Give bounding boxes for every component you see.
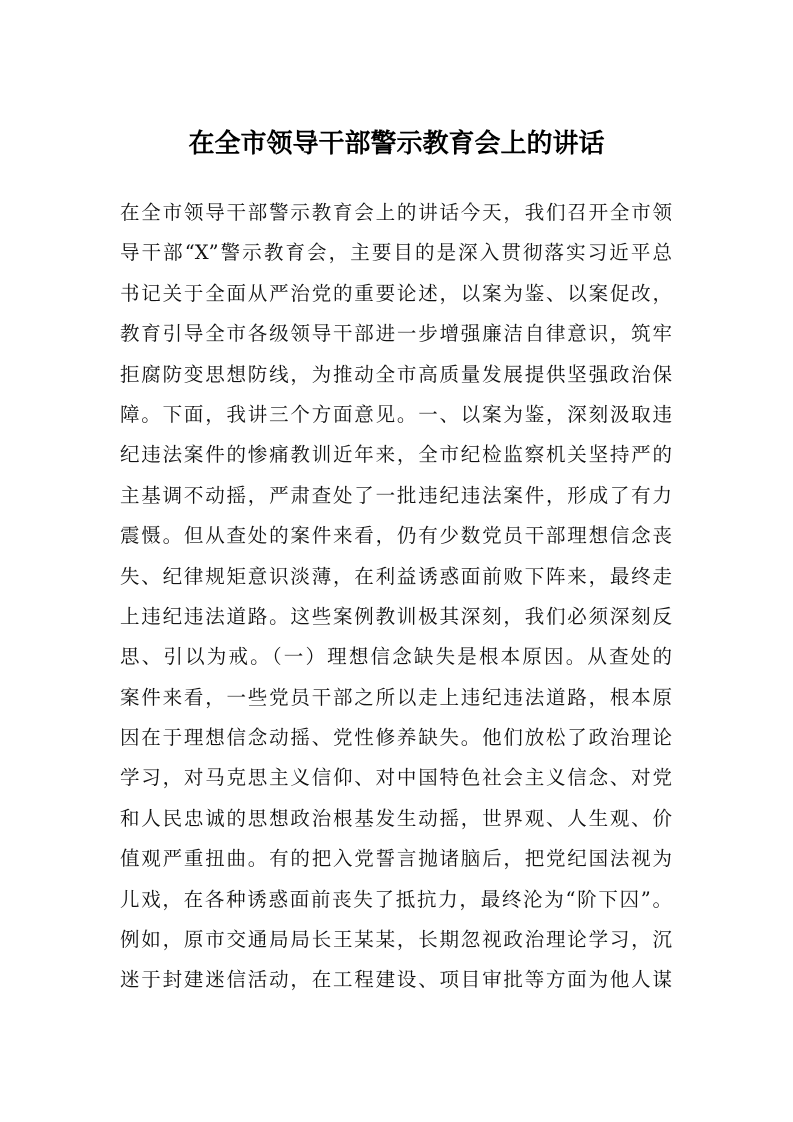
body-line: 导干部“X”警示教育会，主要目的是深入贯彻落实习近平总 [120,241,672,265]
body-line: 纪违法案件的惨痛教训近年来，全市纪检监察机关坚持严的 [120,443,672,467]
body-line: 障。下面，我讲三个方面意见。一、以案为鉴，深刻汲取违 [120,402,672,426]
body-line: 教育引导全市各级领导干部进一步增强廉洁自律意识，筑牢 [120,322,672,346]
body-line: 和人民忠诚的思想政治根基发生动摇，世界观、人生观、价 [120,806,672,830]
body-line: 思、引以为戒。（一）理想信念缺失是根本原因。从查处的 [120,645,672,669]
body-line: 震慑。但从查处的案件来看，仍有少数党员干部理想信念丧 [120,524,672,548]
body-line: 儿戏，在各种诱惑面前丧失了抵抗力，最终沦为“阶下囚”。 [120,887,672,911]
body-line: 拒腐防变思想防线，为推动全市高质量发展提供坚强政治保 [120,362,672,386]
body-line: 值观严重扭曲。有的把入党誓言抛诸脑后，把党纪国法视为 [120,847,672,871]
document-body [120,193,672,1001]
body-line: 例如，原市交通局局长王某某，长期忽视政治理论学习，沉 [120,928,672,952]
document-title: 在全市领导干部警示教育会上的讲话 [188,129,605,159]
body-line: 迷于封建迷信活动，在工程建设、项目审批等方面为他人谋 [120,968,672,992]
body-line: 失、纪律规矩意识淡薄，在利益诱惑面前败下阵来，最终走 [120,564,672,588]
body-line: 在全市领导干部警示教育会上的讲话今天，我们召开全市领 [120,201,672,224]
body-line: 因在于理想信念动摇、党性修养缺失。他们放松了政治理论 [120,726,672,750]
body-line: 学习，对马克思主义信仰、对中国特色社会主义信念、对党 [120,766,672,790]
body-line: 主基调不动摇，严肃查处了一批违纪违法案件，形成了有力 [120,483,672,507]
body-line: 书记关于全面从严治党的重要论述，以案为鉴、以案促改， [120,281,672,305]
body-line: 案件来看，一些党员干部之所以走上违纪违法道路，根本原 [120,685,672,709]
body-line: 上违纪违法道路。这些案例教训极其深刻，我们必须深刻反 [120,604,672,628]
